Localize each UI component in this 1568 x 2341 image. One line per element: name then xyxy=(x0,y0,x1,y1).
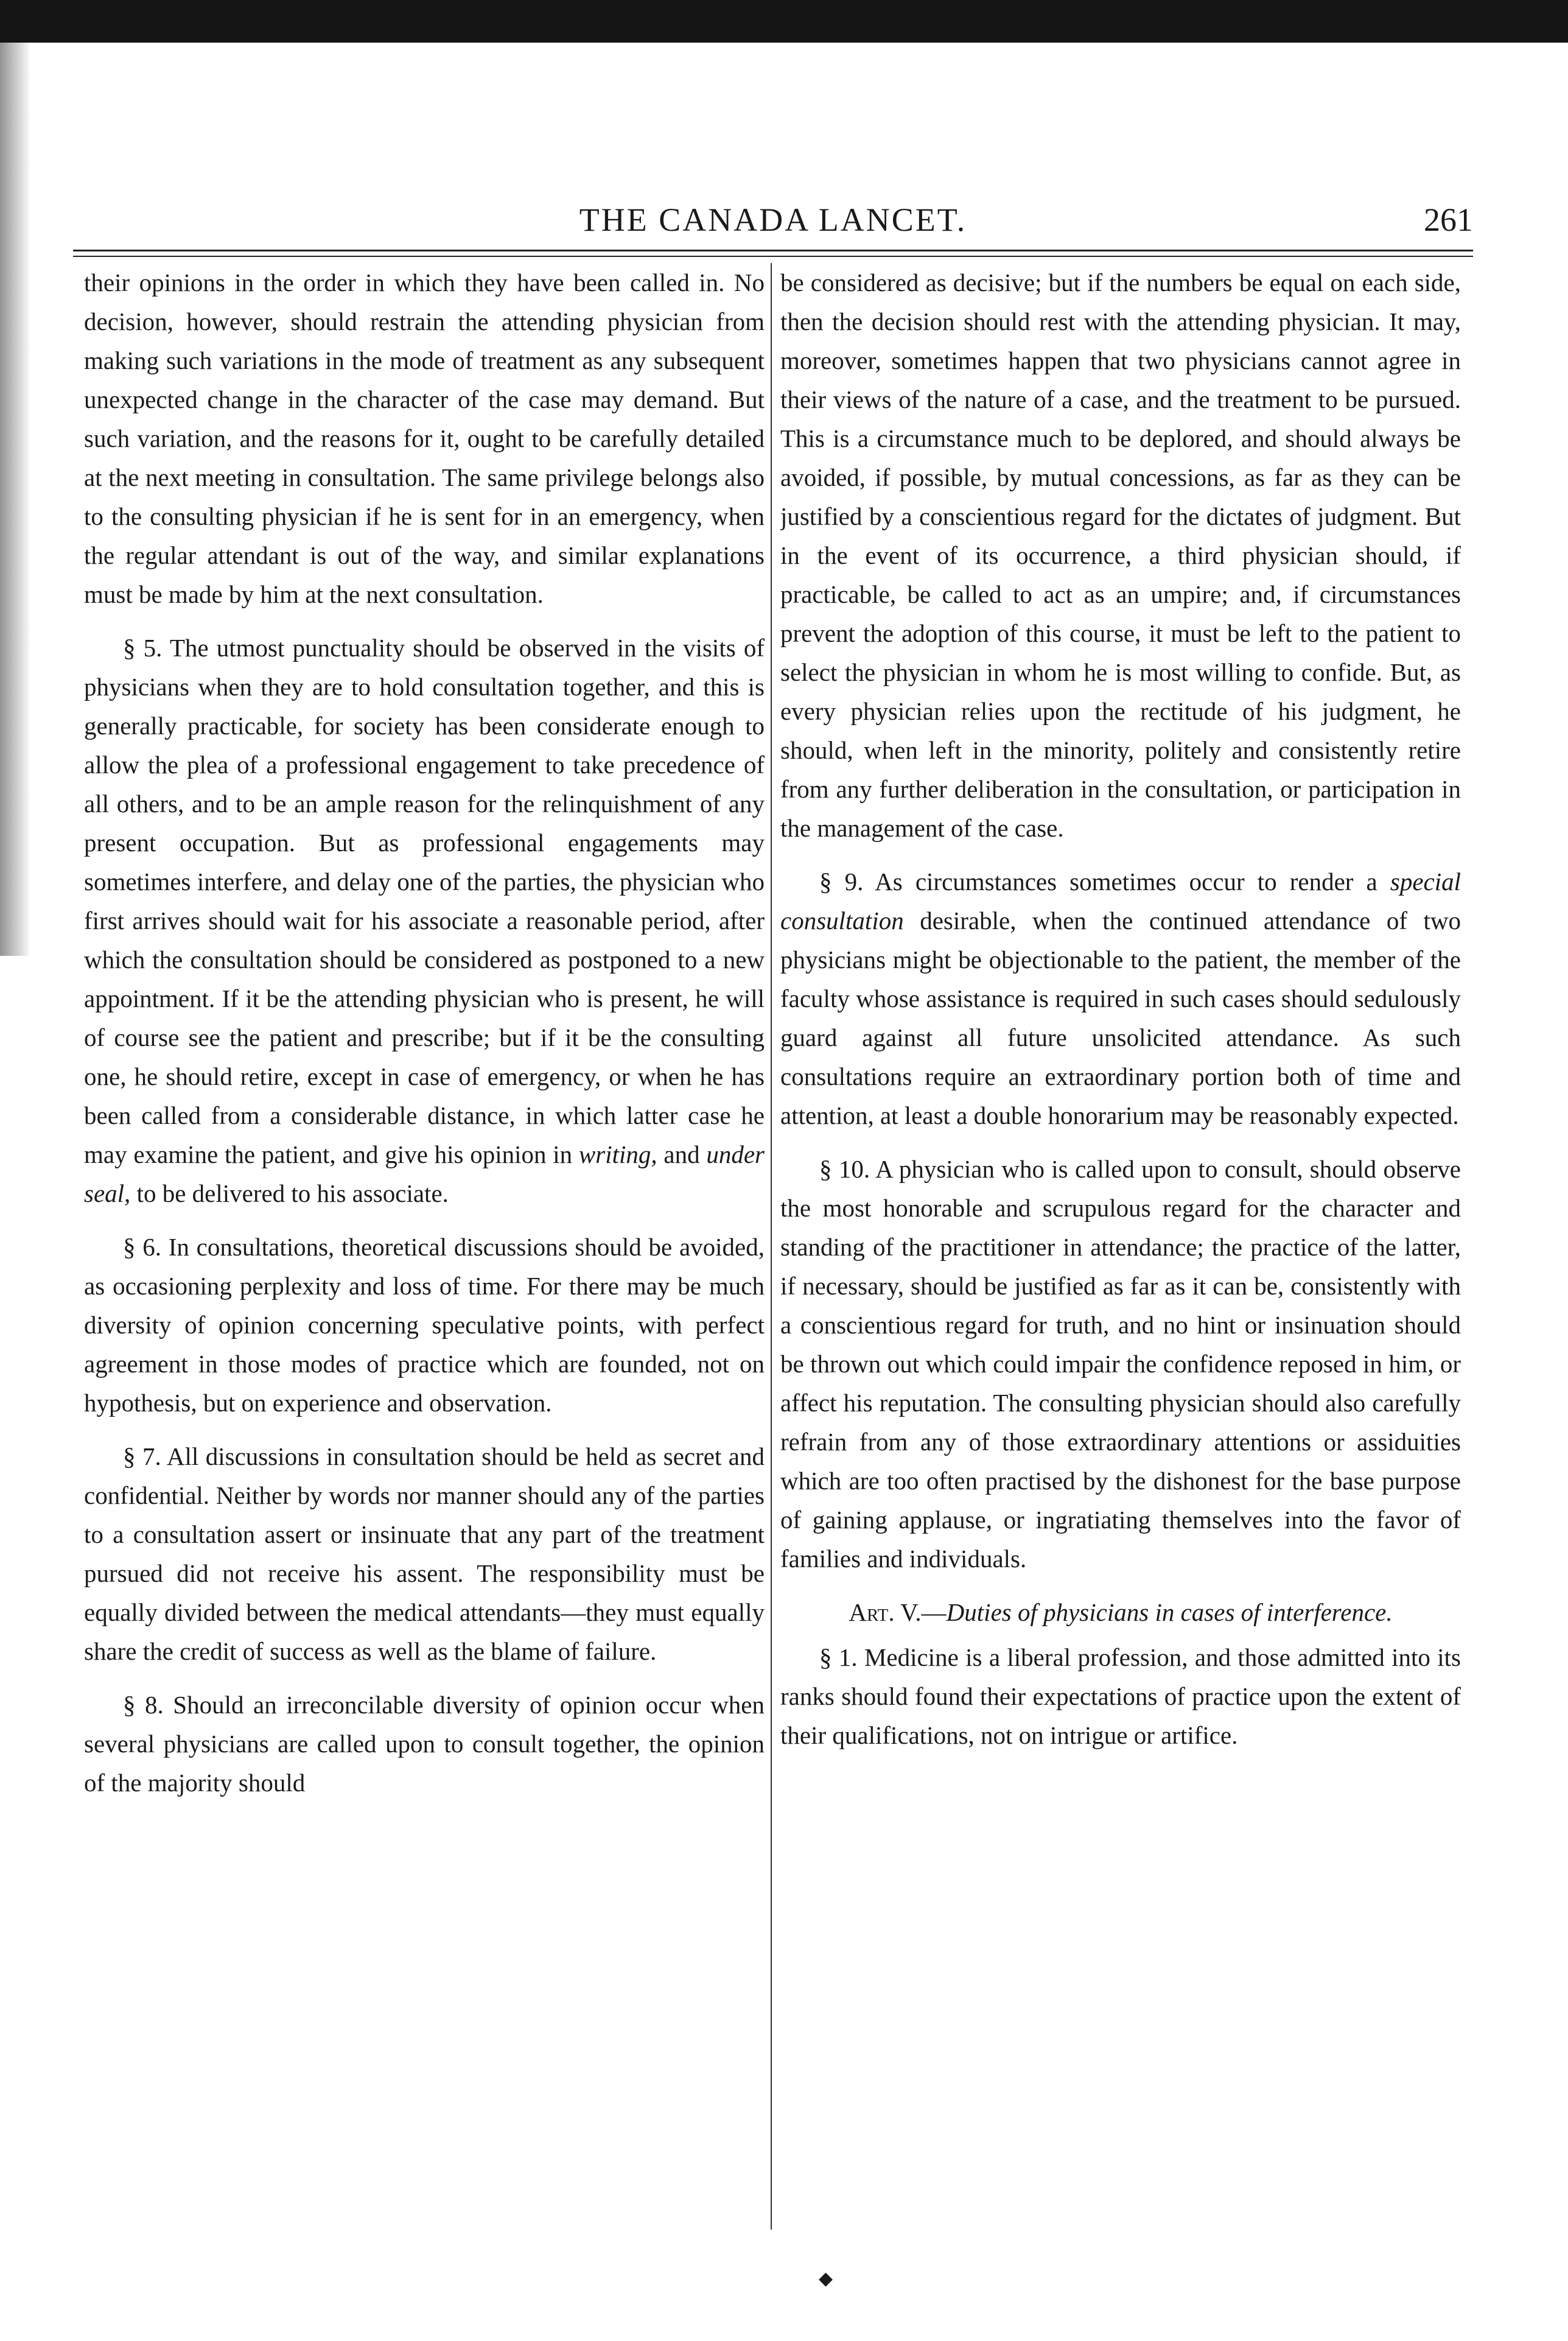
section-5-text-join: and xyxy=(657,1140,707,1168)
section-9-paragraph xyxy=(780,862,1461,1135)
section-9-text: § 9. As circumstances sometimes occur to render a xyxy=(819,868,1390,896)
article-heading-dash: — xyxy=(921,1598,947,1626)
section-6-paragraph: § 6. In consultations, theoretical discussions should be avoided, as occasioning perplexity and loss of time. For there may be much diversity of opinion concerning speculative points, with perfect agreement in those modes of practice which are founded, not on hypothesis, but on experience and observation. xyxy=(84,1233,765,1417)
section-8-continuation: be considered as decisive; but if the numbers be equal on each side, then the decision should rest with the attending physician. It may, moreover, sometimes happen that two physicians cannot agree in their views of the nature of a case, and the treatment to be pursued. This is a circumstance much to be deplored, and should always be avoided, if possible, by mutual concessions, as far as they can be justified by a conscientious regard for the dictates of judgment. But in the event of its occurrence, a third physician should, if practicable, be called to act as an umpire; and, if circumstances prevent the adoption of this course, it must be left to the patient to select the physician in whom he is most willing to confide. But, as every physician relies upon the rectitude of his judgment, he should, when left in the minority, politely and consistently retire from any further deliberation in the consultation, or participation in the management of the case. xyxy=(780,268,1461,842)
section-7-paragraph: § 7. All discussions in consultation should be held as secret and confidential. Neither by words nor manner should any of the parties to a consultation assert or insinuate that any part of the treatment pursued did not receive his assent. The responsibility must be equally divided between the medical attendants—they must equally share the credit of success as well as the blame of failure. xyxy=(84,1442,765,1665)
page-number: 261 xyxy=(1424,202,1473,238)
section-5-paragraph xyxy=(84,628,765,1213)
section-5-text: § 5. The utmost punctuality should be observed in the visits of physicians when they are to hold consultation together, and this is generally practicable, for society has been considerate enough to allow the plea of a professional engagement to take precedence of all others, and to be an ample reason for the relinquishment of any present occupation. But as professional engagements may sometimes interfere, and delay one of the parties, the physician who first arrives should wait for his associate a reasonable period, after which the consultation should be considered as postponed to a new appointment. If it be the attending physician who is present, he will of course see the patient and prescribe; but if it be the consulting one, he should retire, except in case of emergency, or when he has been called from a considerable distance, in which latter case he may examine the patient, and give his opinion in xyxy=(84,634,765,1168)
left-paragraph-continuation: their opinions in the order in which they have been called in. No decision, however, should restrain the attending physician from making such variations in the mode of treatment as any subsequent unexpected change in the character of the case may demand. But such variation, and the reasons for it, ought to be carefully detailed at the next meeting in consultation. The same privilege belongs also to the consulting physician if he is sent for in an emergency, when the regular attendant is out of the way, and similar explanations must be made by him at the next consultation. xyxy=(84,268,765,608)
right-column xyxy=(780,263,1461,2230)
article-5-section-1-paragraph: § 1. Medicine is a liberal profession, and those admitted into its ranks should found their expectations of practice upon the extent of their qualifications, not on intrigue or artifice. xyxy=(780,1643,1461,1749)
article-number: Art. V. xyxy=(849,1598,922,1626)
section-5-text-end: to be delivered to his associate. xyxy=(130,1179,449,1207)
scan-top-border xyxy=(0,0,1568,43)
emphasis-writing: writing, xyxy=(578,1140,657,1168)
section-8-paragraph: § 8. Should an irreconcilable diversity of opinion occur when several physicians are called upon to consult together, the opinion of the majority should xyxy=(84,1691,765,1797)
bottom-printer-mark: ◆ xyxy=(819,2269,833,2289)
left-column xyxy=(84,263,765,2230)
article-heading xyxy=(780,1593,1461,1632)
header-rule xyxy=(73,250,1473,257)
section-10-paragraph: § 10. A physician who is called upon to consult, should observe the most honorable and scrupulous regard for the character and standing of the practitioner in attendance; the practice of the latter, if necessary, should be justified as far as it can be, consistently with a conscientious regard for truth, and no hint or insinuation should be thrown out which could impair the confidence reposed in him, or affect his reputation. The consulting physician should also carefully refrain from any of those extraordinary attentions or assiduities which are too often practised by the dishonest for the base purpose of gaining applause, or ingratiating themselves into the favor of families and individuals. xyxy=(780,1155,1461,1573)
article-title: Duties of physicians in cases of interference. xyxy=(946,1598,1393,1626)
column-divider xyxy=(771,263,772,2230)
section-9-text-end: desirable, when the continued attendance of two physicians might be objectionable to the patient, the member of the faculty whose assistance is required in such cases should sedulously guard against all future unsolicited attendance. As such consultations require an extraordinary portion both of time and attention, at least a double honorarium may be reasonably expected. xyxy=(780,907,1461,1129)
running-title: THE CANADA LANCET. xyxy=(579,202,967,238)
emphasis-special-consultation: special consultation xyxy=(780,868,1461,935)
emphasis-under-seal: under seal, xyxy=(84,1140,765,1207)
page-header xyxy=(73,201,1473,244)
scan-left-edge xyxy=(0,43,29,956)
